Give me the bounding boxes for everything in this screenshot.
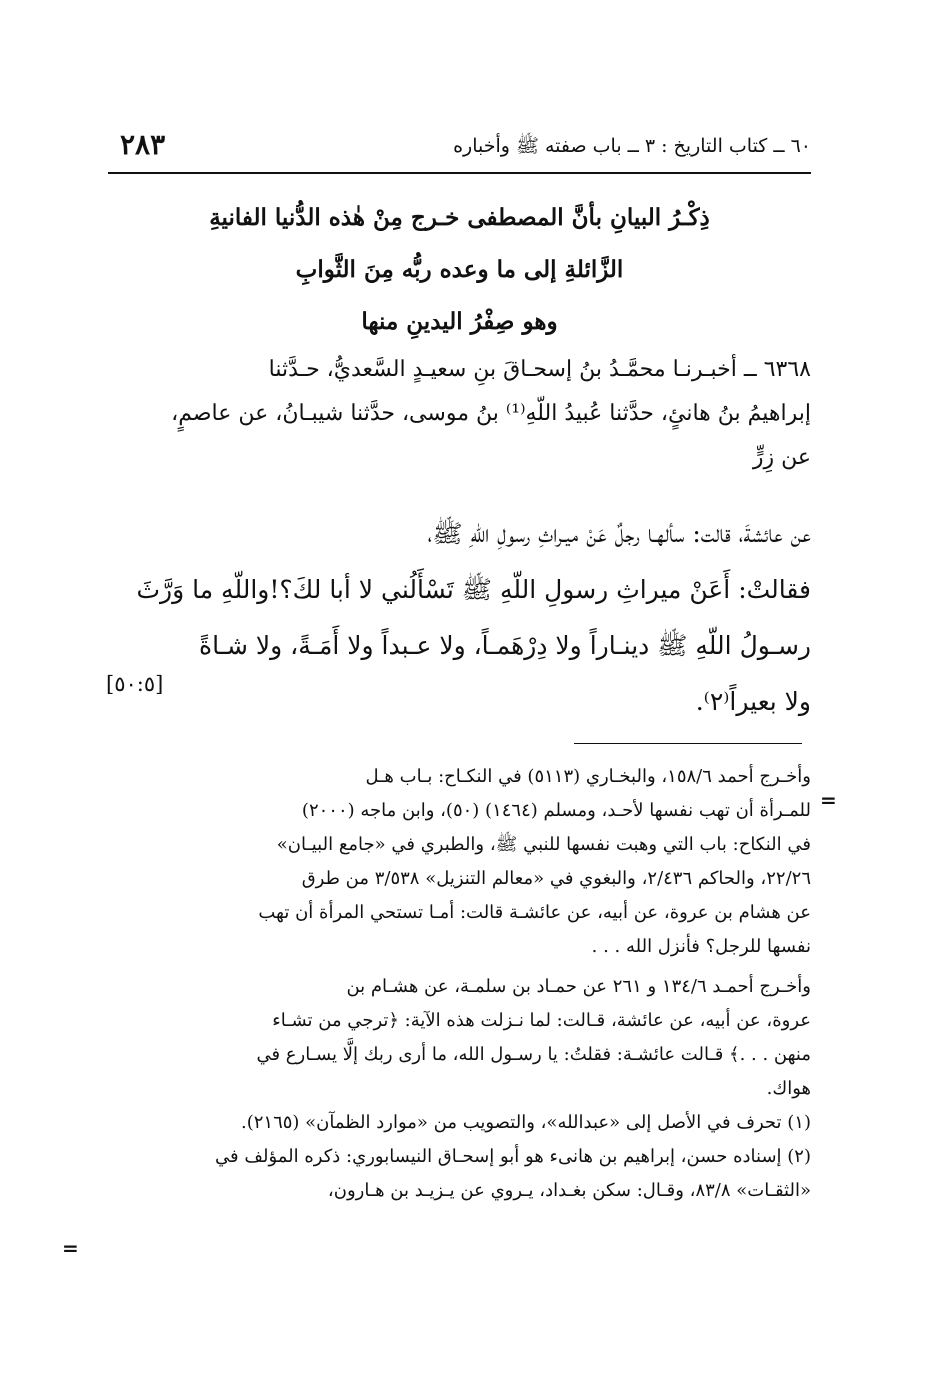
footnote-line: نفسها للرجل؟ فأنزل الله . . . xyxy=(591,936,811,957)
footnote-line: للمـرأة أن تهب نفسها لأحـد، ومسلم (١٤٦٤) (٥٠)، وابن ماجه (٢٠٠٠) xyxy=(301,800,811,821)
matn-line: عن عائشةَ، قالت: سألهـا رجلٌ عَنْ ميـراثِ رسولِ اللّهِ ﷺ، xyxy=(427,519,811,548)
continuation-mark: = xyxy=(820,788,837,812)
matn-line: فقالتْ: أَعَنْ ميراثِ رسولِ اللّهِ ﷺ تَسْأَلُني لا أبا لكَ؟!واللّهِ ما وَرَّثَ xyxy=(136,575,811,604)
footnote-line: وأخـرج أحمـد ١٣٤/٦ و ٢٦١ عن حمـاد بن سلمـة، عن هشـام بن xyxy=(346,976,811,997)
end-continuation-mark: = xyxy=(62,1236,79,1260)
footnote-1: (١) تحرف في الأصل إلى «عبدالله»، والتصويب من «موارد الظمآن» (٢١٦٥). xyxy=(240,1112,811,1133)
footnote-line: عروة، عن أبيه، عن عائشة، قـالت: لما نـزلت هذه الآية: ﴿ترجي من تشـاء xyxy=(272,1010,811,1031)
footnote-line: وأخـرج أحمد ١٥٨/٦، والبخـاري (٥١١٣) في النكـاح: بـاب هـل xyxy=(365,766,811,787)
footnote-line: منهن . . .﴾ قـالت عائشـة: فقلتُ: يا رسـول الله، ما أرى ربك إلَّا يسـارع في xyxy=(256,1044,811,1065)
heading-line: وهو صِفْرُ اليدينِ منها xyxy=(361,308,558,335)
footnote-separator xyxy=(574,743,802,744)
header-divider xyxy=(108,172,811,174)
heading-line: الزَّائلةِ إلى ما وعده ربُّه مِنَ الثَّوابِ xyxy=(295,256,624,283)
page-number: ٢٨٣ xyxy=(120,128,166,161)
footnote-2-line: «الثقـات» ٨٣/٨، وقـال: سكن بغـداد، يـروي عن يـزيـد بن هـارون، xyxy=(327,1180,811,1201)
isnad-line: إبراهيمُ بنُ هانئٍ، حدَّثنا عُبيدُ اللّهِ⁽¹⁾ بنُ موسى، حدَّثنا شيبـانُ، عن عاصمٍ، xyxy=(171,401,811,426)
reference-code: [٥٠:٥] xyxy=(106,672,164,696)
isnad-line: عن زِرٍّ xyxy=(752,445,811,470)
heading-line: ذِكْـرُ البيانِ بأنَّ المصطفى خـرج مِنْ هٰذه الدُّنيا الفانيةِ xyxy=(209,204,710,231)
hadith-matn xyxy=(106,506,811,730)
footnote-line: في النكاح: باب التي وهبت نفسها للنبي ﷺ، والطبري في «جامع البيـان» xyxy=(276,834,811,855)
footnote-line: هواك. xyxy=(766,1078,811,1099)
chapter-title: ٦٠ ــ كتاب التاريخ : ٣ ــ باب صفته ﷺ وأخباره xyxy=(453,135,811,157)
hadith-isnad xyxy=(106,348,811,480)
section-heading xyxy=(108,192,811,348)
running-header xyxy=(108,128,811,164)
isnad-line: ٦٣٦٨ ــ أخبـرنـا محمَّـدُ بنُ إسحـاقَ بنِ سعيـدٍ السَّعديُّ، حـدَّثنا xyxy=(268,357,811,382)
footnote-2-line: (٢) إسناده حسن، إبراهيم بن هانىء هو أبو إسحـاق النيسابوري: ذكره المؤلف في xyxy=(215,1146,811,1167)
footnotes xyxy=(106,760,811,1208)
footnote-line: ٢٢/٢٦، والحاكم ٢/٤٣٦، والبغوي في «معالم التنزيل» ٣/٥٣٨ من طرق xyxy=(301,868,811,889)
matn-line: رسـولُ اللّهِ ﷺ دينـاراً ولا دِرْهَمـاً، ولا عـبداً ولا أَمَـةً، ولا شـاةً xyxy=(198,631,811,660)
footnote-line: عن هشام بن عروة، عن أبيه، عن عائشـة قالت: أمـا تستحي المرأة أن تهب xyxy=(258,902,811,923)
matn-line: ولا بعيراً⁽٢⁾. xyxy=(695,687,811,716)
